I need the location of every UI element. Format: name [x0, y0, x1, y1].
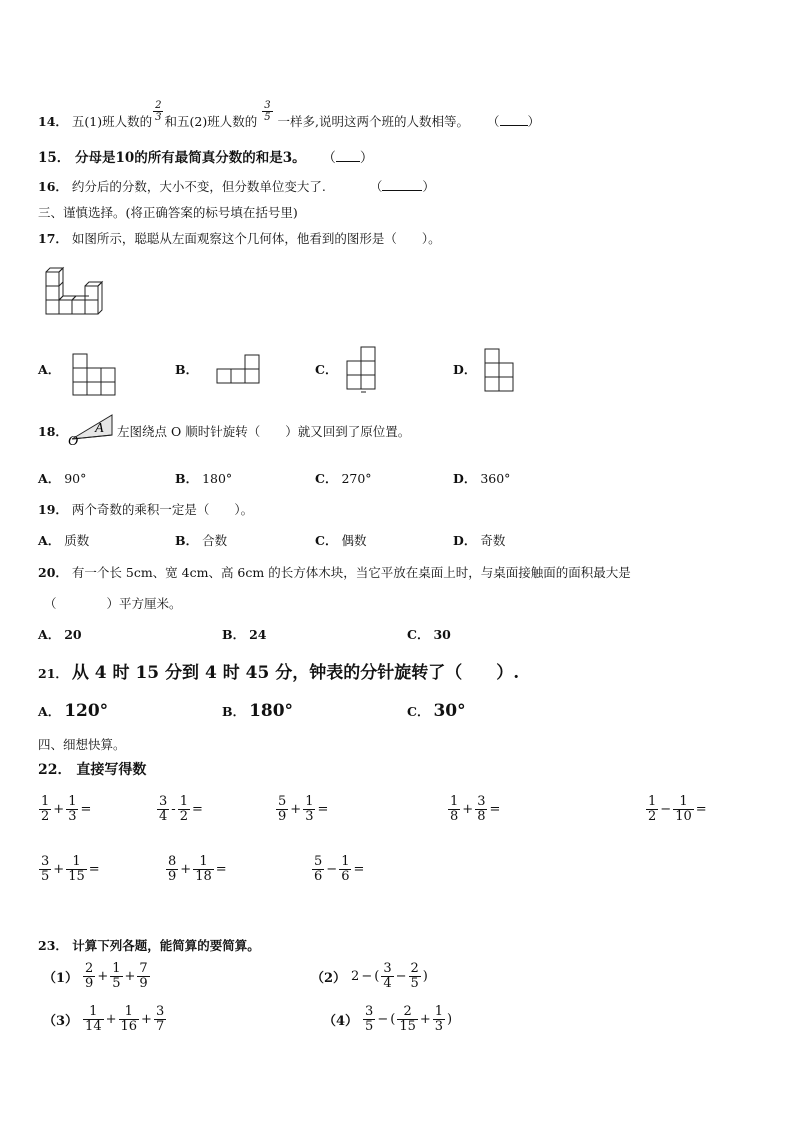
- expression-1: [38, 795, 92, 824]
- fraction: $\frac{1}{15}$: [68, 854, 85, 884]
- option-b[interactable]: B． 180°: [222, 701, 294, 721]
- operator: −: [660, 802, 672, 817]
- operator: =: [191, 802, 203, 817]
- fraction: $\frac{1}{16}$: [120, 1004, 138, 1034]
- rotation-triangle-figure: [68, 413, 116, 449]
- question-number: 15．: [38, 150, 71, 166]
- calc-item-4: [322, 1005, 453, 1034]
- question-text: 约分后的分数，大小不变，但分数单位变大了.: [71, 179, 326, 194]
- fraction: $\frac{5}{9}$: [278, 794, 287, 824]
- question-text: 直接写得数: [76, 762, 147, 778]
- answer-paren-close: ）: [422, 179, 435, 194]
- operator: =: [80, 802, 92, 817]
- calc-item-1: [42, 962, 151, 991]
- fraction: $\frac{1}{3}$: [68, 794, 77, 824]
- expression-8: [311, 855, 365, 884]
- fraction: $\frac{2}{5}$: [410, 961, 419, 991]
- fraction: $\frac{7}{9}$: [139, 961, 148, 991]
- operator: +: [462, 802, 474, 817]
- answer-blank[interactable]: [500, 125, 528, 126]
- fraction: $\frac{1}{2}$: [179, 794, 188, 824]
- option-c[interactable]: C． 30: [407, 627, 451, 642]
- cube-solid-figure: [44, 268, 100, 318]
- answer-paren-open: （: [487, 114, 500, 129]
- operator: +: [141, 1012, 152, 1027]
- fraction: $\frac{1}{10}$: [675, 794, 692, 824]
- operator: ): [447, 1012, 453, 1027]
- fraction: $\frac{3}{5}$: [264, 100, 271, 123]
- operator: =: [88, 862, 100, 877]
- question-text: 左图绕点 O 顺时针旋转（ ）就又回到了原位置。: [117, 424, 411, 439]
- answer-paren-open: （: [322, 150, 336, 166]
- operator: +: [124, 969, 136, 984]
- answer-blank[interactable]: [382, 190, 422, 191]
- operator: +: [105, 1012, 117, 1027]
- operator: +: [97, 969, 109, 984]
- fraction: $\frac{1}{2}$: [41, 794, 50, 824]
- option-b[interactable]: B． 180°: [175, 471, 233, 486]
- option-c[interactable]: C． 30°: [407, 701, 466, 721]
- question-number: 20．: [38, 565, 68, 580]
- option-b[interactable]: B． 合数: [175, 533, 228, 548]
- option-a-figure: [72, 352, 118, 396]
- calc-item-2: [310, 962, 429, 991]
- operator: −: [361, 969, 373, 984]
- operator: =: [695, 802, 707, 817]
- operator: −: [377, 1012, 389, 1027]
- operator: =: [353, 862, 365, 877]
- fraction: $\frac{1}{8}$: [450, 794, 459, 824]
- operator: +: [53, 862, 65, 877]
- option-a[interactable]: A． 20: [38, 627, 82, 642]
- fraction: $\frac{3}{5}$: [365, 1004, 374, 1034]
- fraction: $\frac{3}{5}$: [41, 854, 50, 884]
- answer-paren-close: ）: [359, 150, 374, 166]
- point-a-label: A: [95, 421, 104, 436]
- question-text: 如图所示，聪聪从左面观察这个几何体，他看到的图形是（ ）。: [71, 231, 441, 246]
- operator: +: [180, 862, 192, 877]
- option-d-label[interactable]: D．: [453, 362, 477, 377]
- option-b-figure: [216, 354, 264, 384]
- operator: +: [53, 802, 65, 817]
- question-text: 一样多,说明这两个班的人数相等。: [277, 114, 470, 129]
- fraction: $\frac{3}{4}$: [159, 794, 168, 824]
- question-21: [38, 658, 519, 683]
- operator: =: [215, 862, 227, 877]
- fraction: $\frac{3}{7}$: [155, 1004, 165, 1034]
- operator: +: [290, 802, 302, 817]
- option-b[interactable]: B． 24: [222, 627, 267, 642]
- question-text: 两个奇数的乘积一定是（ ）。: [71, 502, 254, 517]
- answer-paren-close: ）: [527, 114, 541, 129]
- item-label: （1）: [43, 971, 79, 986]
- question-text: 有一个长 5cm、宽 4cm、高 6cm 的长方体木块，当它平放在桌面上时，与桌面接触面的面积最大是: [71, 565, 631, 580]
- answer-paren-open: （: [369, 179, 383, 194]
- calc-item-3: [42, 1005, 167, 1034]
- operator: =: [489, 802, 501, 817]
- option-d[interactable]: D． 360°: [453, 471, 511, 486]
- question-17: [38, 229, 441, 247]
- operator: −: [395, 969, 407, 984]
- fraction: $\frac{5}{6}$: [314, 854, 323, 884]
- question-20: [38, 563, 631, 581]
- question-number: 17．: [38, 231, 68, 246]
- item-label: （4）: [323, 1014, 359, 1029]
- operator: −: [326, 862, 338, 877]
- question-14: [38, 100, 540, 130]
- option-c[interactable]: C． 偶数: [315, 533, 367, 548]
- operator: (: [390, 1012, 396, 1027]
- operator: =: [317, 802, 329, 817]
- option-a[interactable]: A． 质数: [38, 533, 90, 548]
- fraction: $\frac{1}{3}$: [434, 1004, 444, 1034]
- option-d-figure: [484, 348, 516, 394]
- operator: +: [419, 1012, 431, 1027]
- expression-7: [165, 855, 228, 884]
- question-19: [38, 500, 253, 518]
- operator: 2: [351, 969, 360, 984]
- option-a[interactable]: A． 120°: [38, 701, 109, 721]
- question-number: 22．: [38, 762, 72, 778]
- option-b-label[interactable]: B．: [175, 362, 199, 377]
- expression-6: [38, 855, 101, 884]
- question-22: [38, 759, 146, 779]
- expression-3: [275, 795, 329, 824]
- question-number: 16．: [38, 179, 68, 194]
- fraction: $\frac{1}{6}$: [341, 854, 350, 884]
- question-16: [38, 177, 435, 195]
- option-a[interactable]: A． 90°: [38, 471, 87, 486]
- question-23: [38, 936, 260, 954]
- fraction: $\frac{2}{15}$: [399, 1004, 416, 1034]
- question-number: 14．: [38, 114, 68, 129]
- option-c-figure: [346, 346, 380, 394]
- operator: -: [171, 802, 176, 817]
- question-text: 分母是10的所有最简真分数的和是3。: [75, 150, 306, 166]
- question-18: [38, 422, 68, 440]
- option-c-label[interactable]: C．: [315, 362, 338, 377]
- expression-2: [156, 795, 204, 824]
- section-heading: 三、谨慎选择。(将正确答案的标号填在括号里): [38, 205, 298, 220]
- point-o-label: O: [68, 434, 79, 449]
- fraction: $\frac{3}{8}$: [477, 794, 486, 824]
- question-number: 23．: [38, 938, 68, 953]
- question-text: 和五(2)班人数的: [164, 114, 258, 129]
- item-label: （3）: [43, 1014, 79, 1029]
- operator: ): [422, 969, 428, 984]
- question-text: 从 4 时 15 分到 4 时 45 分，钟表的分针旋转了（ ）.: [71, 663, 520, 683]
- question-text: 计算下列各题，能简算的要简算。: [72, 938, 260, 953]
- fraction: $\frac{3}{4}$: [383, 961, 392, 991]
- fraction: $\frac{2}{9}$: [85, 961, 94, 991]
- operator: (: [374, 969, 380, 984]
- question-text: 五(1)班人数的: [71, 114, 153, 129]
- question-text-continued: （ ）平方厘米。: [44, 596, 182, 611]
- option-c[interactable]: C． 270°: [315, 471, 372, 486]
- answer-blank[interactable]: [336, 161, 360, 162]
- item-label: （2）: [311, 971, 347, 986]
- fraction: $\frac{1}{18}$: [195, 854, 212, 884]
- fraction: $\frac{1}{14}$: [85, 1004, 102, 1034]
- fraction: $\frac{1}{3}$: [305, 794, 314, 824]
- fraction: $\frac{1}{2}$: [648, 794, 657, 824]
- option-d[interactable]: D． 奇数: [453, 533, 506, 548]
- question-15: [38, 146, 373, 166]
- option-a-label[interactable]: A．: [38, 362, 61, 377]
- fraction: $\frac{2}{3}$: [155, 100, 162, 123]
- fraction: $\frac{8}{9}$: [168, 854, 177, 884]
- section-heading: 四、细想快算。: [38, 737, 126, 752]
- question-number: 18．: [38, 424, 68, 439]
- fraction: $\frac{1}{5}$: [112, 961, 121, 991]
- expression-4: [447, 795, 501, 824]
- expression-5: [645, 795, 708, 824]
- question-number: 19．: [38, 502, 68, 517]
- question-number: 21．: [38, 666, 68, 681]
